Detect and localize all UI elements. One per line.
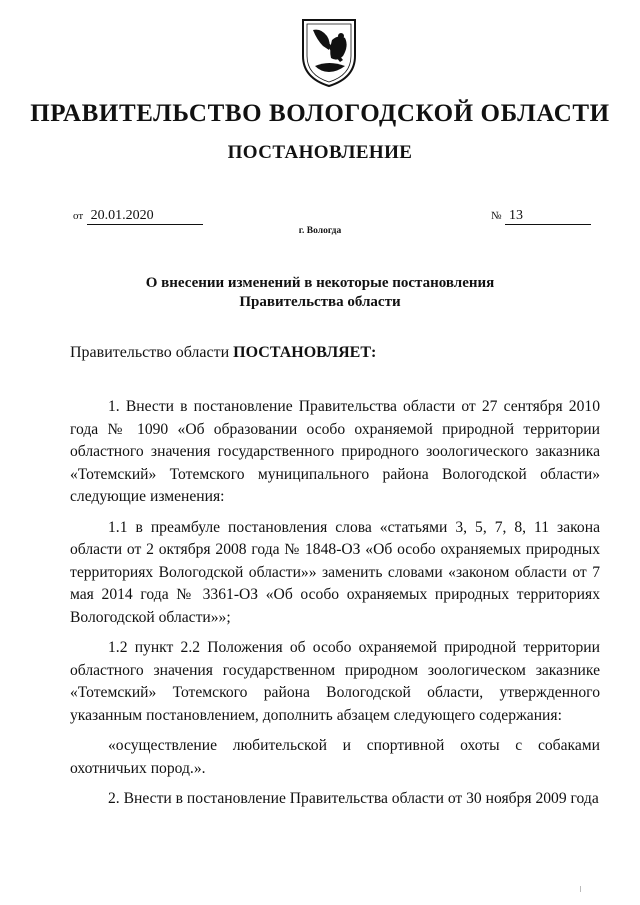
government-title: ПРАВИТЕЛЬСТВО ВОЛОГОДСКОЙ ОБЛАСТИ [30,100,610,127]
number-value: 13 [505,208,591,225]
subject-line-1: О внесении изменений в некоторые постановления [145,275,495,291]
document-body [70,396,600,811]
preamble-text: Правительство области [70,344,230,361]
date-prefix: от [73,210,84,222]
paragraph-quote: «осуществление любительской и спортивной охоты с собаками охотничьих пород.». [70,737,600,777]
document-date [73,208,203,225]
city-label: г. Вологда [298,226,342,236]
document-type: ПОСТАНОВЛЕНИЕ [227,142,413,163]
paragraph-1-2: 1.2 пункт 2.2 Положения об особо охраняемой природной территории областного значения государственном природном зоологическом заказнике «Тотемский» Тотемского района Вологодской области, утвержденного указанным постановлением, дополнить абзацем следующего содержания: [70,639,600,724]
paragraph-2: 2. Внести в постановление Правительства области от 30 ноября 2009 года [108,790,599,807]
preamble-resolves: ПОСТАНОВЛЯЕТ: [233,344,377,361]
scan-mark [580,886,584,892]
vologda-coat-of-arms-icon [299,16,359,88]
preamble [70,344,376,362]
document-number [491,208,591,225]
paragraph-1-1: 1.1 в преамбуле постановления слова «статьями 3, 5, 7, 8, 11 закона области от 2 октября 2008 года № 1848-ОЗ «Об особо охраняемых природных территориях Вологодской области»» заменить словами «законом области от 7 мая 2014 года № 3361-ОЗ «Об особо охраняемых природных территориях Вологодской области»»; [70,518,600,626]
document-subject [0,274,640,312]
subject-line-2: Правительства области [239,294,401,310]
paragraph-1: 1. Внести в постановление Правительства области от 27 сентября 2010 года № 1090 «Об образовании особо охраняемой природной территории областного значения государственного природного зоологического заказника «Тотемский» Тотемского муниципального района Вологодской области» следующие изменения: [70,398,600,505]
date-value: 20.01.2020 [87,208,203,225]
number-prefix: № [491,210,502,222]
